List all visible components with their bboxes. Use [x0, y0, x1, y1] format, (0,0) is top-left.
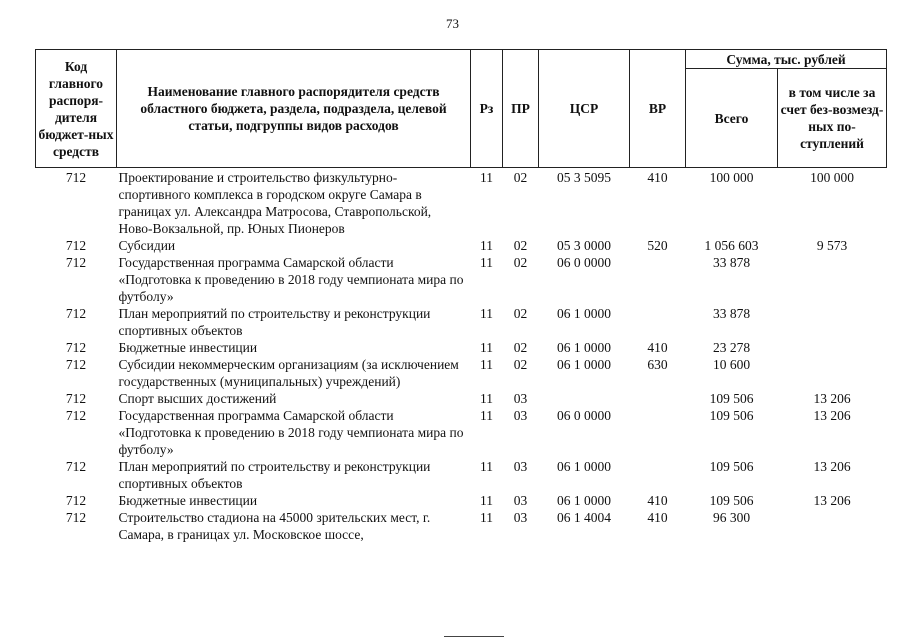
table-row — [36, 254, 887, 305]
row-total: 109 506 — [709, 493, 754, 508]
row-rz: 11 — [480, 510, 493, 525]
row-pr: 03 — [513, 459, 528, 474]
row-vr: 410 — [647, 510, 668, 525]
row-vr: 520 — [647, 238, 668, 253]
row-name: План мероприятий по строительству и реконструкции спортивных объектов — [118, 459, 431, 491]
row-rz: 11 — [480, 340, 493, 355]
row-pr: 02 — [513, 306, 528, 321]
row-vr — [630, 407, 686, 458]
row-vr: 410 — [647, 170, 668, 185]
row-total: 33 878 — [712, 255, 751, 270]
row-name: Субсидии — [118, 238, 176, 253]
row-gratis — [778, 509, 887, 543]
row-csr: 06 0 0000 — [557, 255, 611, 270]
row-gratis — [778, 339, 887, 356]
row-vr: 410 — [647, 340, 668, 355]
row-pr: 03 — [513, 408, 528, 423]
row-name: Бюджетные инвестиции — [118, 340, 258, 355]
row-rz: 11 — [480, 255, 493, 270]
header-name: Наименование главного распорядителя средств областного бюджета, раздела, подраздела, целевой статьи, подгруппы видов расходов — [117, 50, 471, 168]
row-name: Субсидии некоммерческим организациям (за исключением государственных (муниципальных) учреждений) — [118, 357, 459, 389]
row-vr — [630, 390, 686, 407]
row-name: Бюджетные инвестиции — [118, 493, 258, 508]
header-sum: Сумма, тыс. рублей — [686, 50, 887, 69]
row-total: 109 506 — [709, 391, 754, 406]
header-csr: ЦСР — [539, 50, 630, 168]
row-csr: 06 1 4004 — [557, 510, 611, 525]
table-row — [36, 356, 887, 390]
table-row — [36, 509, 887, 543]
row-name: План мероприятий по строительству и реконструкции спортивных объектов — [118, 306, 431, 338]
table-row — [36, 305, 887, 339]
row-code: 712 — [65, 391, 87, 406]
row-csr: 06 1 0000 — [557, 357, 611, 372]
row-rz: 11 — [480, 238, 493, 253]
row-pr: 02 — [513, 340, 528, 355]
page-number: 73 — [446, 16, 459, 31]
row-gratis — [778, 305, 887, 339]
row-code: 712 — [65, 408, 87, 423]
row-csr: 06 0 0000 — [557, 408, 611, 423]
row-csr — [539, 390, 630, 407]
row-pr: 03 — [513, 493, 528, 508]
row-csr: 06 1 0000 — [557, 340, 611, 355]
row-name: Строительство стадиона на 45000 зрительских мест, г. Самара, в границах ул. Московское шоссе, — [118, 510, 431, 542]
row-code: 712 — [65, 510, 87, 525]
row-rz: 11 — [480, 306, 493, 321]
row-gratis — [778, 356, 887, 390]
row-total: 109 506 — [709, 408, 754, 423]
header-pr: ПР — [503, 50, 539, 168]
row-name: Проектирование и строительство физкультурно-спортивного комплекса в городском округе Самара в границах ул. Александра Матросова, Ставропольской, Ново-Вокзальной, пр. Юных Пионеров — [118, 170, 432, 236]
row-pr: 02 — [513, 170, 528, 185]
row-rz: 11 — [480, 357, 493, 372]
row-rz: 11 — [480, 459, 493, 474]
row-pr: 03 — [513, 510, 528, 525]
table-row — [36, 339, 887, 356]
row-total: 96 300 — [712, 510, 751, 525]
row-vr — [630, 305, 686, 339]
table-row — [36, 458, 887, 492]
row-pr: 02 — [513, 357, 528, 372]
row-gratis: 13 206 — [813, 391, 851, 406]
table-body — [36, 168, 887, 544]
header-vr: ВР — [630, 50, 686, 168]
table-row — [36, 390, 887, 407]
row-csr: 05 3 5095 — [557, 170, 611, 185]
table-row — [36, 492, 887, 509]
row-pr: 03 — [513, 391, 528, 406]
row-total: 100 000 — [709, 170, 754, 185]
header-gratis: в том числе за счет без-возмезд-ных по-ступлений — [778, 69, 887, 168]
row-total: 33 878 — [712, 306, 751, 321]
header-rz: Рз — [471, 50, 503, 168]
row-vr — [630, 458, 686, 492]
row-name: Государственная программа Самарской области «Подготовка к проведению в 2018 году чемпионата мира по футболу» — [118, 408, 464, 457]
row-total: 23 278 — [712, 340, 751, 355]
row-pr: 02 — [513, 255, 528, 270]
row-code: 712 — [65, 255, 87, 270]
row-code: 712 — [65, 493, 87, 508]
bottom-rule — [444, 636, 504, 637]
row-name: Спорт высших достижений — [118, 391, 277, 406]
table-row — [36, 407, 887, 458]
row-rz: 11 — [480, 170, 493, 185]
row-csr: 06 1 0000 — [557, 459, 611, 474]
header-total: Всего — [686, 69, 778, 168]
row-csr: 06 1 0000 — [557, 493, 611, 508]
row-vr: 630 — [647, 357, 668, 372]
row-gratis: 13 206 — [813, 408, 851, 423]
row-total: 10 600 — [712, 357, 751, 372]
table-row — [36, 168, 887, 238]
row-code: 712 — [65, 170, 87, 185]
row-gratis: 9 573 — [816, 238, 848, 253]
row-vr — [630, 254, 686, 305]
row-code: 712 — [65, 340, 87, 355]
header-code: Код главного распоря-дителя бюджет-ных средств — [36, 50, 117, 168]
row-code: 712 — [65, 459, 87, 474]
row-code: 712 — [65, 238, 87, 253]
row-code: 712 — [65, 306, 87, 321]
row-total: 109 506 — [709, 459, 754, 474]
row-total: 1 056 603 — [704, 238, 759, 253]
row-gratis: 13 206 — [813, 493, 851, 508]
row-csr: 05 3 0000 — [557, 238, 611, 253]
row-rz: 11 — [480, 391, 493, 406]
row-gratis: 100 000 — [810, 170, 854, 185]
table-row — [36, 237, 887, 254]
table-header — [36, 50, 887, 168]
row-pr: 02 — [513, 238, 528, 253]
row-name: Государственная программа Самарской области «Подготовка к проведению в 2018 году чемпионата мира по футболу» — [118, 255, 464, 304]
row-gratis: 13 206 — [813, 459, 851, 474]
row-csr: 06 1 0000 — [557, 306, 611, 321]
row-rz: 11 — [480, 493, 493, 508]
row-vr: 410 — [647, 493, 668, 508]
row-code: 712 — [65, 357, 87, 372]
budget-table — [35, 49, 887, 543]
row-rz: 11 — [480, 408, 493, 423]
row-gratis — [778, 254, 887, 305]
